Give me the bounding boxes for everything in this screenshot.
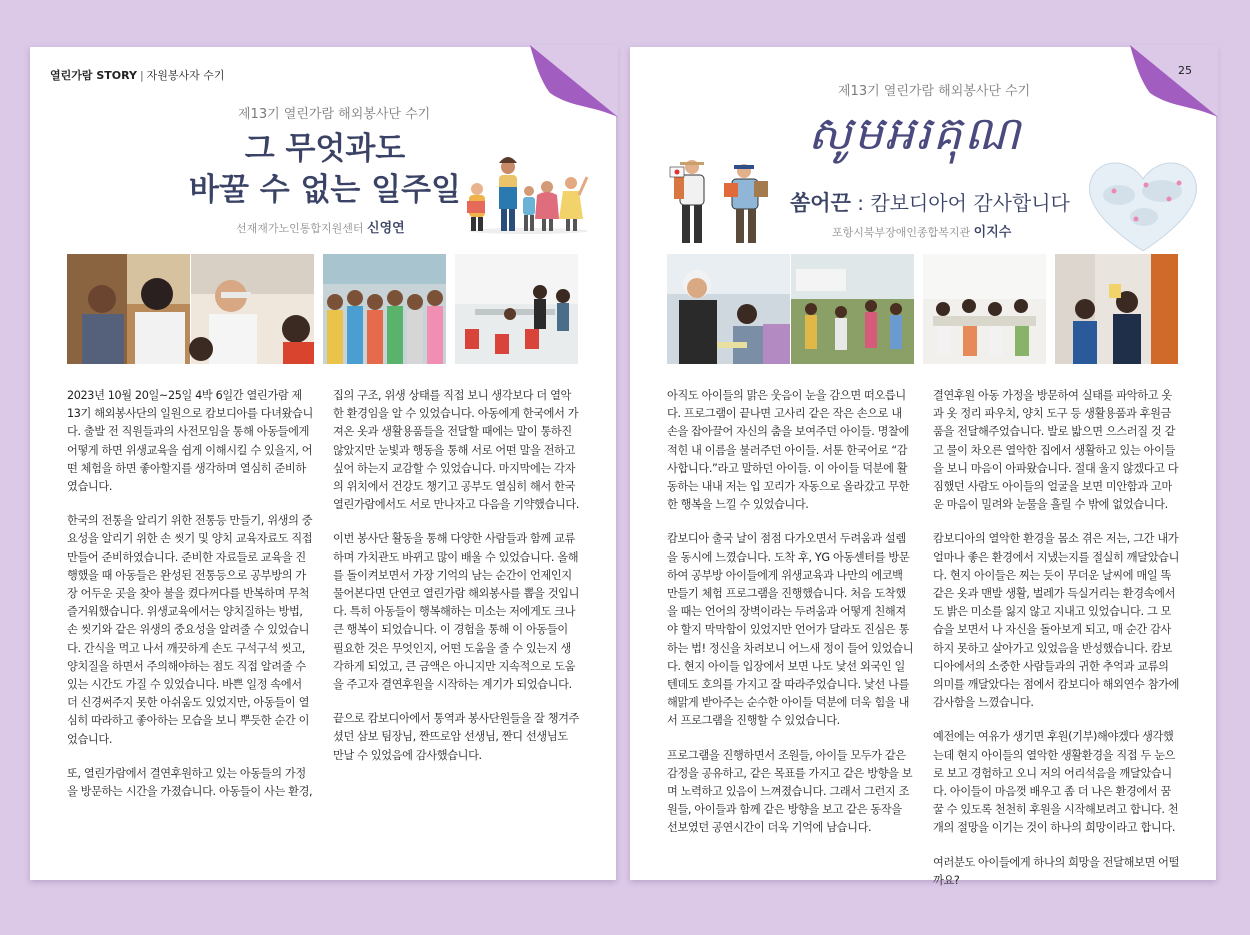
page-number: 25 [1178,64,1192,77]
author-byline [236,217,405,236]
khmer-title: សូមអរគុណ [808,106,1023,160]
left-column-2 [333,387,581,781]
article-title-line1: 그 무엇과도 [244,131,406,167]
right-column-1 [667,387,915,854]
magazine-brand: 열린가람 STORY [50,69,137,82]
article-title-bold: 쏨어끈 [790,191,851,215]
article-title [790,187,1070,217]
author-byline [832,221,1011,240]
left-column-1 [67,387,315,817]
magazine-header [50,67,225,83]
author-name: 이지수 [973,225,1012,240]
paragraph: 캄보디아의 열악한 환경을 몸소 겪은 저는, 그간 내가 얼마나 좋은 환경에서 지냈는지를 절실히 깨달았습니다. 현지 아이들은 찌는 듯이 무더운 날씨에 매일 똑같은 옷과 맨발 생활, 벌레가 득실거리는 환경속에서도 밝은 미소를 잃지 않고 지내고 있었습니다. 그 모습을 보면서 나 자신을 돌아보게 되고, 매 순간 감사하지 못하고 살아가고 있었음을 반성했습니다. 캄보디아에서의 소중한 사람들과의 귀한 추억과 교류의 의미를 깨달았다는 점에서 캄보디아 해외연수 참가에 감사함을 느꼈습니다. [933,532,1180,710]
author-organization: 포항시북부장애인종합복지관 [832,226,971,239]
left-page [30,47,616,880]
article-title-rest: : 캄보디아어 감사합니다 [850,191,1070,215]
page-curl-corner [1130,45,1218,117]
heart-map-illustration [1084,155,1202,255]
paragraph: 한국의 전통을 알리기 위한 전통등 만들기, 위생의 중요성을 알리기 위한 손 씻기 및 양치 교육자료도 직접 만들어 준비하였습니다. 준비한 자료들로 교육을 진행했을 때 아동들은 완성된 전통등으로 공부방의 가장 어두운 곳을 찾아 불을 켰다꺼다를 반복하며 무척 즐거워했습니다. 위생교육에서는 양치질하는 방법, 손 씻기와 같은 위생의 중요성을 알려줄 수 있었습니다. 간식을 먹고 나서 깨끗하게 손도 구석구석 씻고, 양치질을 하면서 주의해야하는 점도 직접 알려줄 수 있는 시간도 가질 수 있었습니다. 바쁜 일정 속에서 더 신경써주지 못한 아쉬움도 있었지만, 아동들이 열심히 따라하고 좋아하는 모습을 보니 뿌듯한 순간 이었습니다. [67,514,313,746]
right-page [630,47,1216,887]
header-divider: | [139,69,144,82]
article-title [180,129,470,211]
photo-outdoor-performance [791,254,914,364]
photo-volunteer-with-children [667,254,790,364]
photo-classroom [455,254,578,364]
paragraph: 결연후원 아동 가정을 방문하여 실태를 파악하고 옷과 옷 정리 파우치, 양치 도구 등 생활용품과 후원금품을 전달해주었습니다. 발로 밟으면 으스러질 것 같고 물이 차오른 열악한 집에서 생활하고 있는 아이들을 보니 마음이 아파왔습니다. 절대 울지 않겠다고 다짐했던 사람도 아이들의 얼굴을 보면 미안함과 고마운 마음이 밀려와 눈물을 흘릴 수 밖에 없었습니다. [933,389,1179,512]
photo-home-visit [1055,254,1178,364]
article-subtitle: 제13기 열린가람 해외봉사단 수기 [238,107,431,122]
volunteers-illustration [463,147,593,235]
photo-teeth-brushing-lesson [191,254,314,364]
paragraph: 아직도 아이들의 맑은 웃음이 눈을 감으면 떠오릅니다. 프로그램이 끝나면 고사리 같은 작은 손으로 내 손을 잡아끌어 자신의 춤을 보여주던 아이들. 명찰에 적힌 내 이름을 불러주던 아이들. 서툰 한국어로 “감사합니다.”라고 말하던 아이들. 이 아이들 덕분에 활동하는 내내 저는 입 꼬리가 자동으로 올라갔고 무한한 행복을 느낄 수 있었습니다. [667,389,910,512]
travelers-illustration [670,157,780,249]
paragraph: 프로그램을 진행하면서 조원들, 아이들 모두가 같은 감정을 공유하고, 같은 목표를 가지고 같은 방향을 보며 노력하고 있음이 느껴졌습니다. 그래서 그런지 조원들, 아이들과 함께 같은 방향을 보고 같은 동작을 선보였던 공연시간이 더욱 기억에 남습니다. [667,748,913,835]
paragraph: 2023년 10월 20일~25일 4박 6일간 열린가람 제13기 해외봉사단의 일원으로 캄보디아를 다녀왔습니다. 출발 전 직원들과의 사전모임을 통해 아동들에게 어떻게 하면 위생교육을 쉽게 이해시킬 수 있을지, 어떤 체험을 하면 좋아할지를 생각하며 열심히 준비하였습니다. [67,389,313,494]
photo-group-children [323,254,446,364]
author-organization: 선재재가노인통합지원센터 [236,222,364,235]
paragraph: 여러분도 아이들에게 하나의 희망을 전달해보면 어떨까요? [933,855,1180,887]
paragraph: 캄보디아 출국 날이 점점 다가오면서 두려움과 설렘을 동시에 느꼈습니다. 도착 후, YG 아동센터를 방문하여 공부방 아이들에게 위생교육과 나만의 에코백 만들기 체험 프로그램을 진행했습니다. 처음 도착했을 때는 언어의 장벽이라는 두려움과 어떻게 친해져야 할지 막막함이 있었지만 언어가 달라도 진심은 통하는 법! 정신을 차려보니 어느새 정이 들어 있었습니다. 현지 아이들 입장에서 보면 나도 낯선 외국인 일 텐데도 호의를 가지고 잘 따라주었습니다. 낯선 나를 해맑게 받아주는 순수한 아이들 덕분에 더욱 힘을 내서 프로그램을 진행할 수 있었습니다. [667,532,914,728]
paragraph: 또, 열린가람에서 결연후원하고 있는 아동들의 가정을 방문하는 시간을 가졌습니다. 아동들이 사는 환경, [67,766,313,799]
paragraph: 예전에는 여유가 생기면 후원(기부)해야겠다 생각했는데 현지 아이들의 열악한 생활환경을 직접 두 눈으로 보고 경험하고 오니 저의 어리석음을 깨달았습니다. 아이들이 마음껏 배우고 좀 더 나은 환경에서 꿈꿀 수 있도록 천천히 후원을 시작해보려고 합니다. 천개의 절망을 이기는 것이 하나의 희망이라고 합니다. [933,730,1179,835]
page-curl-corner [530,45,618,117]
magazine-section: 자원봉사자 수기 [146,69,225,82]
photo-girls-hygiene [67,254,190,364]
article-subtitle: 제13기 열린가람 해외봉사단 수기 [838,84,1031,99]
author-name: 신영연 [367,221,405,236]
paragraph: 끝으로 캄보디아에서 통역과 봉사단원들을 잘 챙겨주셨던 삼보 팀장님, 짠뜨로암 선생님, 짠디 선생님도 만날 수 있었음에 감사했습니다. [333,712,580,762]
right-column-2 [933,387,1181,906]
paragraph: 이번 봉사단 활동을 통해 다양한 사람들과 함께 교류하며 가치관도 바뀌고 많이 배울 수 있었습니다. 올해를 돌이켜보면서 가장 기억의 남는 순간이 언제인지 물어본다면 단연코 열린가람 해외봉사를 뽑을 것입니다. 특히 아동들이 행복해하는 미소는 저에게도 크나큰 행복이 되었습니다. 이 경험을 통해 이 아동들이 필요한 것은 무엇인지, 어떤 도움을 줄 수 있는지 생각하게 되었고, 큰 금액은 아니지만 지속적으로 도움을 주고자 결연후원을 시작하는 계기가 되었습니다. [333,532,580,692]
article-title-line2: 바꿀 수 없는 일주일 [189,172,461,208]
paragraph: 집의 구조, 위생 상태를 직접 보니 생각보다 더 열악한 환경임을 알 수 있었습니다. 아동에게 한국에서 가져온 옷과 생활용품들을 전달할 때에는 말이 통하진 않았지만 눈빛과 행동을 통해 서로 어떤 말을 전하고 싶어 하는지 교감할 수 있었습니다. 마지막에는 각자의 위치에서 건강도 챙기고 공부도 열심히 해서 한국 열린가람에서도 서로 만나자고 다음을 기약했습니다. [333,389,580,512]
photo-ecobag-class [923,254,1046,364]
